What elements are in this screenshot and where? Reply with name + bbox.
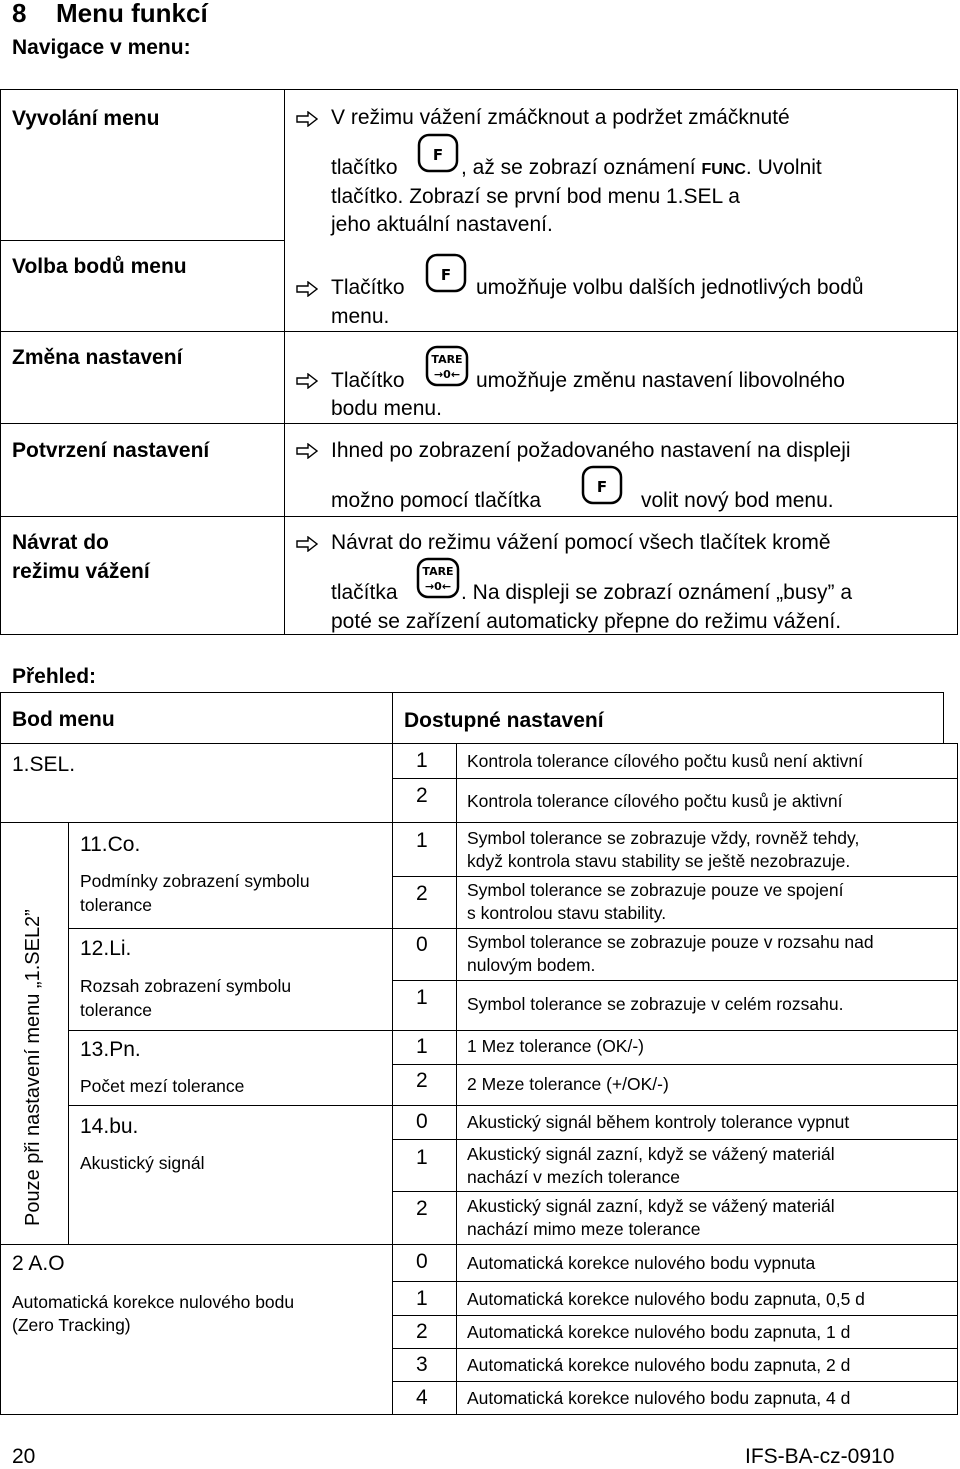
nav-r5-line2b: . Na displeji se zobrazí oznámení „busy” a bbox=[461, 581, 853, 604]
option-text: nachází v mezích tolerance bbox=[467, 1167, 681, 1187]
option-text: Akustický signál během kontroly tolerance vypnut bbox=[467, 1112, 850, 1132]
option-text: Akustický signál zazní, když se vážený materiál bbox=[467, 1144, 835, 1164]
arrow-right-icon bbox=[296, 281, 318, 297]
nav-r3-line1b: umožňuje změnu nastavení libovolného bbox=[476, 369, 845, 392]
svg-text:F: F bbox=[432, 146, 444, 164]
nav-r5-line1: Návrat do režimu vážení pomocí všech tlačítek kromě bbox=[331, 531, 831, 554]
option-text: Automatická korekce nulového bodu zapnuta, 2 d bbox=[467, 1355, 851, 1375]
nav-label-select-item: Volba bodů menu bbox=[12, 255, 187, 278]
option-number: 4 bbox=[416, 1386, 428, 1409]
nav-r4-line1: Ihned po zobrazení požadovaného nastavení na displeji bbox=[331, 439, 851, 462]
nav-r3-line2: bodu menu. bbox=[331, 397, 442, 420]
col-head-menu-item: Bod menu bbox=[12, 708, 115, 731]
option-number: 1 bbox=[416, 1035, 428, 1058]
document-id: IFS-BA-cz-0910 bbox=[745, 1445, 895, 1468]
option-text: nachází mimo meze tolerance bbox=[467, 1219, 701, 1239]
menu-desc: Podmínky zobrazení symbolu bbox=[80, 871, 310, 891]
nav-label-return: Návrat do bbox=[12, 531, 109, 554]
section-number: 8 bbox=[12, 0, 27, 28]
rotated-note: Pouze při nastavení menu „1.SEL2” bbox=[22, 909, 44, 1226]
option-number: 3 bbox=[416, 1353, 428, 1376]
arrow-right-icon bbox=[296, 111, 318, 127]
nav-r5-line3: poté se zařízení automaticky přepne do režimu vážení. bbox=[331, 610, 842, 633]
nav-label-confirm-setting: Potvrzení nastavení bbox=[12, 439, 210, 462]
svg-text:F: F bbox=[596, 478, 608, 496]
option-text: Automatická korekce nulového bodu zapnuta, 1 d bbox=[467, 1322, 851, 1342]
option-text: Automatická korekce nulového bodu zapnuta, 4 d bbox=[467, 1388, 851, 1408]
nav-r1-line4: jeho aktuální nastavení. bbox=[331, 213, 553, 236]
nav-r2-line2: menu. bbox=[331, 305, 390, 328]
nav-r5-line2a: tlačítka bbox=[331, 581, 398, 604]
option-text: 1 Mez tolerance (OK/-) bbox=[467, 1036, 644, 1056]
option-text: Symbol tolerance se zobrazuje pouze v rozsahu nad bbox=[467, 932, 874, 952]
nav-r4-line2b: volit nový bod menu. bbox=[641, 489, 834, 512]
nav-label-open-menu: Vyvolání menu bbox=[12, 107, 160, 130]
col-head-settings: Dostupné nastavení bbox=[404, 709, 604, 732]
option-text: Symbol tolerance se zobrazuje pouze ve spojení bbox=[467, 880, 844, 900]
menu-desc: Akustický signál bbox=[80, 1153, 205, 1173]
svg-text:F: F bbox=[440, 266, 452, 284]
option-number: 2 bbox=[416, 1197, 428, 1220]
svg-text:→0←: →0← bbox=[424, 580, 452, 593]
option-text: Kontrola tolerance cílového počtu kusů není aktivní bbox=[467, 751, 863, 771]
option-number: 2 bbox=[416, 1320, 428, 1343]
option-text: Automatická korekce nulového bodu vypnuta bbox=[467, 1253, 816, 1273]
option-text: Automatická korekce nulového bodu zapnuta, 0,5 d bbox=[467, 1289, 865, 1309]
menu-desc: Automatická korekce nulového bodu bbox=[12, 1292, 295, 1312]
nav-r1-line2b: , až se zobrazí oznámení FUNC. Uvolnit bbox=[461, 156, 822, 179]
section-title: Menu funkcí bbox=[56, 0, 208, 28]
menu-code-bu: 14.bu. bbox=[80, 1115, 139, 1138]
arrow-right-icon bbox=[296, 373, 318, 389]
f-key-icon bbox=[417, 133, 459, 173]
nav-r3-line1a: Tlačítko bbox=[331, 369, 405, 392]
option-number: 2 bbox=[416, 1069, 428, 1092]
menu-code-li: 12.Li. bbox=[80, 937, 132, 960]
svg-text:TARE: TARE bbox=[422, 565, 454, 578]
nav-r2-line1b: umožňuje volbu dalších jednotlivých bodů bbox=[476, 276, 864, 299]
option-text: 2 Meze tolerance (+/OK/-) bbox=[467, 1074, 669, 1094]
option-number: 1 bbox=[416, 829, 428, 852]
menu-code-pn: 13.Pn. bbox=[80, 1038, 141, 1061]
menu-code-sel: 1.SEL. bbox=[12, 753, 76, 776]
menu-desc: Rozsah zobrazení symbolu bbox=[80, 976, 292, 996]
option-number: 0 bbox=[416, 1250, 428, 1273]
nav-r2-line1a: Tlačítko bbox=[331, 276, 405, 299]
nav-label-return-2: režimu vážení bbox=[12, 560, 150, 583]
option-text: nulovým bodem. bbox=[467, 955, 596, 975]
svg-text:TARE: TARE bbox=[431, 353, 463, 366]
option-number: 0 bbox=[416, 933, 428, 956]
nav-label-change-setting: Změna nastavení bbox=[12, 346, 183, 369]
menu-desc: (Zero Tracking) bbox=[12, 1315, 131, 1335]
menu-code-ao: 2 A.O bbox=[12, 1252, 65, 1275]
option-number: 2 bbox=[416, 882, 428, 905]
option-number: 1 bbox=[416, 986, 428, 1009]
arrow-right-icon bbox=[296, 536, 318, 552]
menu-desc: tolerance bbox=[80, 1000, 152, 1020]
svg-text:→0←: →0← bbox=[433, 368, 461, 381]
option-number: 0 bbox=[416, 1110, 428, 1133]
option-text: s kontrolou stavu stability. bbox=[467, 903, 667, 923]
menu-desc: Počet mezí tolerance bbox=[80, 1076, 245, 1096]
menu-code-co: 11.Co. bbox=[80, 833, 141, 856]
option-text: Symbol tolerance se zobrazuje v celém rozsahu. bbox=[467, 994, 844, 1014]
option-text: Kontrola tolerance cílového počtu kusů je aktivní bbox=[467, 791, 843, 811]
option-number: 1 bbox=[416, 1287, 428, 1310]
option-number: 1 bbox=[416, 1146, 428, 1169]
nav-r1-line3: tlačítko. Zobrazí se první bod menu 1.SEL a bbox=[331, 185, 740, 208]
f-key-icon bbox=[425, 253, 467, 293]
option-number: 1 bbox=[416, 749, 428, 772]
f-key-icon bbox=[581, 465, 623, 505]
nav-r1-line2a: tlačítko bbox=[331, 156, 398, 179]
menu-desc: tolerance bbox=[80, 895, 152, 915]
tare-key-icon bbox=[425, 345, 469, 387]
nav-r4-line2a: možno pomocí tlačítka bbox=[331, 489, 542, 512]
nav-r1-line1: V režimu vážení zmáčknout a podržet zmáčknuté bbox=[331, 106, 790, 129]
tare-key-icon bbox=[416, 557, 460, 599]
overview-title: Přehled: bbox=[12, 665, 97, 688]
option-text: Symbol tolerance se zobrazuje vždy, rovněž tehdy, bbox=[467, 828, 860, 848]
subtitle: Navigace v menu: bbox=[12, 36, 191, 59]
option-number: 2 bbox=[416, 784, 428, 807]
option-text: Akustický signál zazní, když se vážený materiál bbox=[467, 1196, 835, 1216]
page-number: 20 bbox=[12, 1445, 36, 1468]
arrow-right-icon bbox=[296, 443, 318, 459]
option-text: když kontrola stavu stability se ještě nezobrazuje. bbox=[467, 851, 851, 871]
